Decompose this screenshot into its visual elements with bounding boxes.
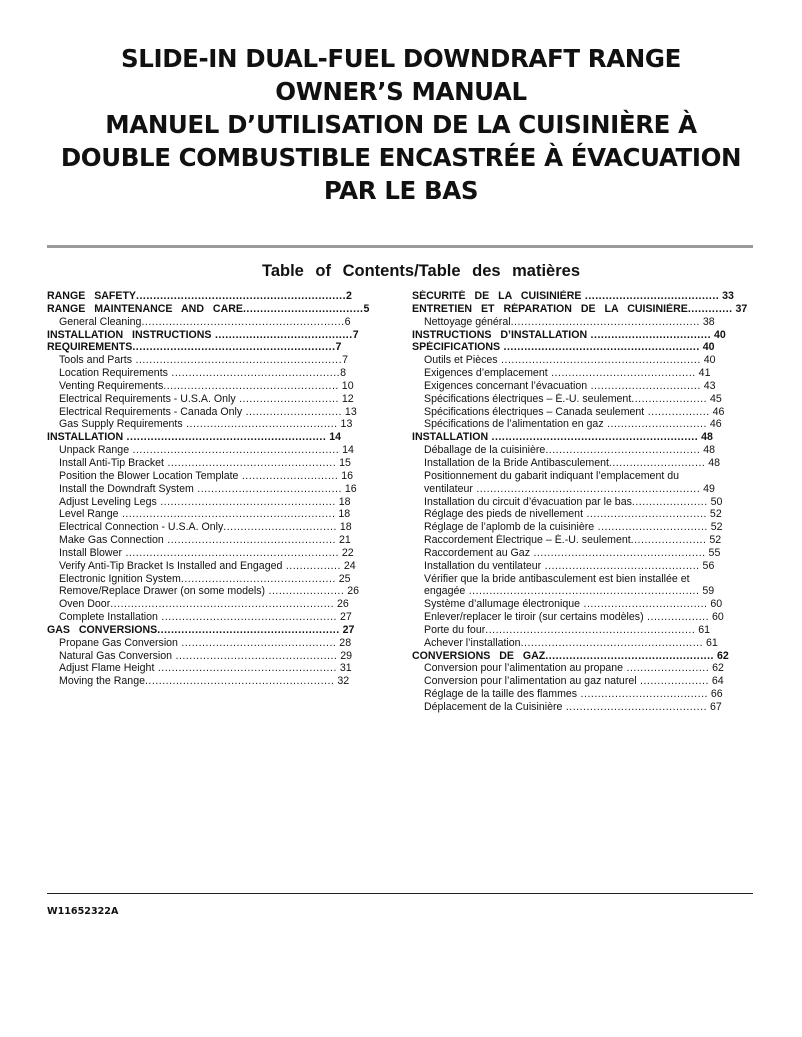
toc-entry[interactable]: [412, 521, 784, 534]
toc-page-number: 64: [708, 675, 724, 688]
toc-entry-title: Positionnement du gabarit indiquant l’emplacement du: [424, 469, 680, 482]
document-number: W11652322A: [47, 906, 119, 917]
toc-page-number: 7: [342, 354, 348, 367]
toc-entry[interactable]: [412, 598, 784, 611]
toc-page-number: 48: [698, 431, 713, 444]
toc-entry-title: RANGE MAINTENANCE AND CARE: [47, 302, 243, 315]
toc-page-number: 22: [338, 546, 354, 559]
toc-leader-dots: ............................: [238, 469, 339, 482]
toc-entry-title: Install Blower: [59, 546, 122, 559]
toc-leader-dots: ..........................................: [193, 482, 342, 495]
toc-entry-title: Installation de la Bride Antibasculement: [424, 456, 609, 469]
toc-leader-dots: .............................................: [545, 444, 701, 457]
toc-entry[interactable]: [412, 316, 784, 329]
toc-page-number: 27: [337, 611, 352, 624]
toc-entry[interactable]: [412, 585, 784, 598]
toc-entry-title: Electrical Requirements - U.S.A. Only: [59, 392, 236, 405]
toc-page-number: 28: [336, 636, 352, 649]
toc-page-number: 46: [706, 418, 722, 431]
bottom-divider: [47, 893, 753, 894]
toc-page-number: 45: [707, 392, 722, 405]
toc-entry-title: Réglage des pieds de nivellement: [424, 508, 584, 521]
toc-entry-title: Remove/Replace Drawer (on some models): [59, 585, 266, 598]
toc-entry[interactable]: [412, 483, 784, 496]
toc-leader-dots: ................: [282, 559, 341, 572]
toc-leader-dots: ...................................: [587, 328, 712, 341]
toc-leader-dots: ..................: [644, 405, 710, 418]
toc-entry-title: Moving the Range: [59, 675, 145, 688]
toc-leader-dots: ........................................: [211, 328, 353, 341]
toc-leader-dots: .............................................: [180, 572, 336, 585]
toc-entry-title: Spécifications électriques – Canada seulement: [424, 405, 645, 418]
toc-entry[interactable]: [412, 508, 784, 521]
toc-entry-title: Position the Blower Location Template: [59, 469, 239, 482]
toc-page-number: 52: [707, 521, 723, 534]
toc-leader-dots: ....................................................: [154, 662, 337, 675]
document-title: [20, 42, 782, 207]
toc-entry-title: Réglage de la taille des flammes: [424, 688, 578, 701]
toc-entry[interactable]: [412, 637, 784, 650]
toc-entry[interactable]: [47, 508, 387, 521]
toc-entry[interactable]: [47, 483, 387, 496]
toc-entry-title: SPÉCIFICATIONS: [412, 341, 501, 354]
toc-leader-dots: ................................: [594, 521, 708, 534]
toc-heading: Table of Contents/Table des matières: [261, 262, 581, 280]
toc-leader-dots: .................................................................: [472, 482, 701, 495]
toc-leader-dots: .........................................................: [500, 341, 700, 354]
toc-page-number: 33: [719, 290, 734, 302]
toc-entry-title: CONVERSIONS DE GAZ: [412, 649, 546, 662]
toc-page-number: 7: [352, 328, 359, 341]
toc-entry-title: INSTALLATION INSTRUCTIONS: [47, 328, 212, 341]
toc-page-number: 6: [344, 315, 351, 328]
toc-entry[interactable]: [412, 303, 784, 316]
toc-entry[interactable]: [47, 406, 387, 419]
toc-entry-title: Install Anti-Tip Bracket: [59, 456, 164, 469]
toc-entry-title: ventilateur: [424, 482, 473, 495]
toc-entry[interactable]: [47, 380, 387, 393]
toc-page-number: 8: [340, 367, 347, 380]
toc-page-number: 43: [700, 379, 716, 392]
toc-leader-dots: ......................: [630, 534, 707, 547]
toc-leader-dots: .............: [687, 302, 733, 315]
toc-entry[interactable]: [412, 341, 784, 354]
toc-page-number: 29: [337, 649, 353, 662]
toc-entry[interactable]: [47, 316, 387, 329]
toc-leader-dots: ......................: [631, 392, 708, 405]
toc-entry-title: Gas Supply Requirements: [59, 418, 183, 431]
toc-entry-title: Electrical Connection - U.S.A. Only: [59, 521, 224, 534]
toc-page-number: 62: [714, 649, 729, 662]
toc-entry[interactable]: [412, 688, 784, 701]
toc-entry[interactable]: [47, 354, 387, 367]
toc-entry-title: Installation du circuit d’évacuation par le bas: [424, 495, 632, 508]
toc-page-number: 2: [346, 290, 352, 302]
toc-entry[interactable]: [47, 303, 387, 316]
toc-entry-title: Make Gas Connection: [59, 534, 164, 547]
toc-entry-title: Installation du ventilateur: [424, 559, 542, 572]
toc-leader-dots: ............................: [608, 456, 706, 469]
toc-leader-dots: ............................................................: [488, 431, 699, 444]
toc-entry[interactable]: [47, 444, 387, 457]
toc-entry-title: Tools and Parts: [59, 354, 133, 367]
toc-entry[interactable]: [47, 457, 387, 470]
toc-leader-dots: .................................................: [164, 456, 337, 469]
toc-leader-dots: ......................: [631, 495, 708, 508]
toc-leader-dots: .......................................: [581, 290, 720, 302]
toc-entry[interactable]: [47, 341, 387, 354]
toc-entry[interactable]: [412, 418, 784, 431]
title-line: MANUEL D’UTILISATION DE LA CUISINIÈRE À: [105, 110, 697, 139]
toc-page-number: 10: [338, 379, 354, 392]
toc-page-number: 18: [335, 508, 351, 521]
toc-leader-dots: ...................................: [583, 508, 707, 521]
toc-entry[interactable]: [47, 470, 387, 483]
toc-leader-dots: .............................................: [177, 636, 337, 649]
toc-page-number: 7: [335, 341, 342, 354]
toc-entry-title: Spécifications de l’alimentation en gaz: [424, 418, 604, 431]
toc-leader-dots: ...........................................................: [132, 341, 336, 354]
toc-entry-title: engagée: [424, 585, 466, 598]
toc-entry-title: Enlever/replacer le tiroir (sur certains modèles): [424, 611, 644, 624]
toc-page-number: 48: [705, 456, 721, 469]
toc-page-number: 38: [699, 315, 715, 328]
toc-page-number: 26: [344, 585, 360, 598]
toc-leader-dots: ................................: [587, 379, 701, 392]
toc-page-number: 32: [334, 675, 350, 688]
toc-entry[interactable]: [412, 354, 784, 367]
toc-leader-dots: .............................................................: [485, 623, 696, 636]
toc-page-number: 61: [703, 636, 718, 649]
toc-entry[interactable]: [412, 367, 784, 380]
toc-entry[interactable]: [412, 470, 784, 483]
toc-entry-title: Spécifications électriques – É.-U. seulement: [424, 392, 632, 405]
toc-page-number: 13: [341, 405, 357, 418]
toc-entry[interactable]: [47, 573, 387, 586]
toc-entry[interactable]: [47, 650, 387, 663]
toc-entry-title: Outils et Pièces: [424, 354, 498, 367]
toc-entry-title: Oven Door: [59, 598, 111, 611]
toc-entry[interactable]: [412, 701, 784, 714]
toc-leader-dots: ............................................................: [132, 354, 343, 367]
toc-entry-title: Propane Gas Conversion: [59, 636, 178, 649]
toc-entry[interactable]: [47, 598, 387, 611]
toc-leader-dots: .................................................................: [110, 598, 335, 611]
toc-page-number: 18: [336, 521, 352, 534]
toc-entry-title: INSTRUCTIONS D’INSTALLATION: [412, 328, 588, 341]
toc-entry-title: SÉCURITÉ DE LA CUISINIÈRE: [412, 290, 582, 302]
toc-leader-dots: .......................................................: [510, 315, 700, 328]
top-divider: [47, 245, 753, 248]
toc-page-number: 48: [700, 444, 716, 457]
toc-page-number: 60: [709, 611, 724, 624]
toc-entry[interactable]: [47, 431, 387, 444]
toc-leader-dots: .......................................................: [144, 675, 335, 688]
toc-leader-dots: ..............................................................: [118, 508, 336, 521]
toc-entry[interactable]: [412, 662, 784, 675]
toc-page-number: 14: [339, 444, 354, 457]
toc-page-number: 41: [695, 367, 711, 380]
toc-entry[interactable]: [47, 534, 387, 547]
toc-entry-title: Raccordement Électrique – É.-U. seulement: [424, 534, 631, 547]
toc-entry-title: Verify Anti-Tip Bracket Is Installed and Engaged: [59, 559, 283, 572]
toc-entry[interactable]: [47, 637, 387, 650]
toc-entry-title: Electronic Ignition System: [59, 572, 181, 585]
toc-page-number: 62: [709, 662, 724, 675]
toc-entry[interactable]: [47, 329, 387, 342]
toc-leader-dots: .....................................................: [157, 623, 340, 636]
toc-page-number: 60: [707, 598, 723, 611]
toc-page-number: 12: [338, 392, 354, 405]
toc-entry[interactable]: [412, 560, 784, 573]
toc-page-number: 40: [699, 341, 715, 354]
toc-page-number: 66: [707, 688, 723, 701]
toc-entry-title: Venting Requirements: [59, 379, 164, 392]
title-line: OWNER’S MANUAL: [275, 77, 527, 106]
toc-page-number: 56: [699, 559, 715, 572]
toc-leader-dots: ......................: [265, 585, 345, 598]
toc-entry[interactable]: [412, 573, 784, 586]
toc-page-number: 37: [732, 302, 748, 315]
toc-page-number: 67: [707, 701, 722, 713]
toc-leader-dots: ...................................................: [156, 495, 336, 508]
toc-entry-title: Système d’allumage électronique: [424, 598, 581, 611]
toc-entry-title: Level Range: [59, 508, 119, 521]
title-line: SLIDE-IN DUAL-FUEL DOWNDRAFT RANGE: [121, 44, 681, 73]
toc-leader-dots: .........................................: [562, 701, 708, 713]
toc-leader-dots: .............................: [603, 418, 707, 431]
toc-page-number: 40: [700, 354, 716, 367]
toc-entry[interactable]: [47, 418, 387, 431]
toc-leader-dots: .................................................: [167, 367, 341, 380]
toc-leader-dots: .............................................: [541, 559, 700, 572]
toc-right-column: [412, 290, 784, 714]
toc-left-column: [47, 290, 387, 688]
toc-leader-dots: .................................: [223, 521, 337, 534]
toc-page-number: 40: [711, 328, 726, 341]
toc-leader-dots: ............................................: [182, 418, 338, 431]
toc-leader-dots: .....................................: [577, 688, 708, 701]
toc-entry[interactable]: [47, 624, 387, 637]
toc-page-number: 55: [705, 546, 721, 559]
toc-entry-title: INSTALLATION: [412, 431, 489, 444]
toc-page-number: 15: [336, 456, 351, 469]
toc-page-number: 27: [339, 623, 355, 636]
toc-leader-dots: ..........................................................: [497, 354, 701, 367]
toc-entry-title: Complete Installation: [59, 611, 158, 624]
toc-entry-title: Exigences d’emplacement: [424, 367, 548, 380]
toc-entry[interactable]: [412, 611, 784, 624]
toc-leader-dots: .................................................: [163, 534, 336, 547]
toc-entry[interactable]: [412, 444, 784, 457]
toc-leader-dots: .............................................................: [136, 290, 347, 302]
toc-entry-title: Adjust Flame Height: [59, 662, 155, 675]
toc-leader-dots: ............................................................: [129, 444, 340, 457]
toc-entry[interactable]: [412, 650, 784, 663]
toc-entry-title: ENTRETIEN ET RÉPARATION DE LA CUISINIÈRE: [412, 302, 688, 315]
toc-entry[interactable]: [47, 675, 387, 688]
toc-entry[interactable]: [47, 611, 387, 624]
toc-page-number: 16: [341, 482, 357, 495]
toc-entry[interactable]: [47, 290, 387, 303]
toc-leader-dots: .............................: [235, 392, 339, 405]
toc-entry[interactable]: [47, 560, 387, 573]
toc-entry[interactable]: [412, 675, 784, 688]
toc-page-number: 21: [336, 534, 351, 547]
toc-entry-title: General Cleaning: [59, 315, 142, 328]
toc-leader-dots: ...................................: [242, 302, 364, 315]
toc-entry[interactable]: [412, 406, 784, 419]
toc-entry[interactable]: [412, 534, 784, 547]
toc-entry[interactable]: [47, 662, 387, 675]
toc-leader-dots: ..............................................................: [122, 546, 339, 559]
toc-leader-dots: ..................................................: [530, 546, 706, 559]
toc-leader-dots: ..........................................: [547, 367, 696, 380]
toc-entry-title: Vérifier que la bride antibasculement est bien installée et: [424, 572, 690, 585]
toc-leader-dots: ...................................................: [163, 379, 339, 392]
toc-page-number: 18: [335, 495, 351, 508]
toc-entry[interactable]: [412, 290, 784, 303]
toc-leader-dots: ...................................................: [157, 611, 337, 624]
toc-entry-title: Exigences concernant l’évacuation: [424, 379, 588, 392]
toc-page-number: 52: [706, 534, 722, 547]
toc-page-number: 13: [337, 418, 353, 431]
toc-page-number: 50: [707, 495, 723, 508]
toc-entry[interactable]: [412, 329, 784, 342]
title-line: PAR LE BAS: [323, 176, 479, 205]
toc-entry-title: REQUIREMENTS: [47, 341, 133, 354]
toc-leader-dots: .....................................................: [520, 636, 704, 649]
toc-entry-title: Install the Downdraft System: [59, 482, 194, 495]
toc-entry-title: Réglage de l’aplomb de la cuisinière: [424, 521, 595, 534]
toc-leader-dots: ........................: [623, 662, 710, 675]
toc-page-number: 24: [340, 559, 356, 572]
toc-page-number: 59: [699, 585, 715, 598]
toc-page-number: 25: [335, 572, 351, 585]
toc-leader-dots: ....................: [636, 675, 709, 688]
toc-page-number: 61: [695, 623, 711, 636]
title-line: DOUBLE COMBUSTIBLE ENCASTRÉE À ÉVACUATION: [60, 143, 742, 172]
toc-entry[interactable]: [412, 624, 784, 637]
toc-page-number: 49: [700, 482, 715, 495]
toc-entry[interactable]: [412, 393, 784, 406]
toc-leader-dots: ...................................................................: [465, 585, 700, 598]
toc-entry-title: Déplacement de la Cuisinière: [424, 701, 563, 713]
toc-entry[interactable]: [47, 393, 387, 406]
toc-entry[interactable]: [47, 521, 387, 534]
toc-entry-title: Achever l’installation: [424, 636, 521, 649]
toc-leader-dots: ............................: [242, 405, 342, 418]
toc-page-number: 31: [336, 662, 352, 675]
toc-entry[interactable]: [47, 547, 387, 560]
toc-entry-title: Electrical Requirements - Canada Only: [59, 405, 243, 418]
toc-entry-title: Conversion pour l’alimentation au gaz naturel: [424, 675, 637, 688]
toc-leader-dots: ....................................: [580, 598, 708, 611]
toc-entry[interactable]: [47, 367, 387, 380]
toc-entry-title: Porte du four: [424, 623, 486, 636]
toc-page-number: 46: [709, 405, 725, 418]
toc-page-number: 5: [363, 302, 370, 315]
toc-entry-title: RANGE SAFETY: [47, 290, 136, 302]
toc-entry-title: GAS CONVERSIONS: [47, 623, 158, 636]
toc-entry-title: Natural Gas Conversion: [59, 649, 173, 662]
toc-leader-dots: ..........................................................: [123, 431, 327, 444]
toc-entry-title: Location Requirements: [59, 367, 168, 380]
toc-entry[interactable]: [47, 585, 387, 598]
toc-entry[interactable]: [412, 547, 784, 560]
toc-entry-title: Conversion pour l’alimentation au propane: [424, 662, 624, 675]
toc-entry-title: Unpack Range: [59, 444, 130, 457]
toc-entry-title: Raccordement au Gaz: [424, 546, 530, 559]
toc-leader-dots: .................................................: [545, 649, 714, 662]
toc-entry[interactable]: [412, 380, 784, 393]
toc-leader-dots: ..................: [643, 611, 710, 624]
toc-entry[interactable]: [412, 431, 784, 444]
toc-page-number: 52: [706, 508, 722, 521]
toc-entry[interactable]: [412, 457, 784, 470]
toc-entry-title: Adjust Leveling Legs: [59, 495, 157, 508]
toc-entry-title: Déballage de la cuisinière: [424, 444, 546, 457]
toc-leader-dots: ...........................................................: [141, 315, 345, 328]
toc-entry-title: INSTALLATION: [47, 431, 124, 444]
toc-page-number: 14: [326, 431, 341, 444]
toc-page-number: 26: [334, 598, 349, 611]
toc-page-number: 16: [338, 469, 354, 482]
toc-entry[interactable]: [47, 496, 387, 509]
toc-entry-title: Nettoyage général: [424, 315, 511, 328]
toc-leader-dots: ...............................................: [172, 649, 338, 662]
toc-entry[interactable]: [412, 496, 784, 509]
